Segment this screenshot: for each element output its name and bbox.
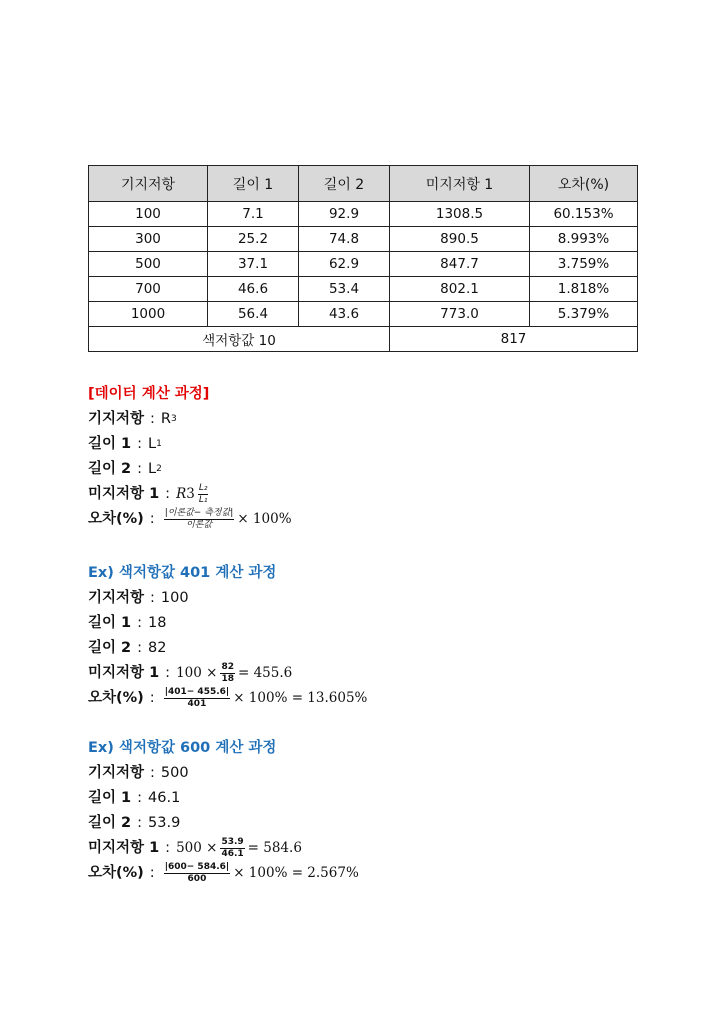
error-result: × 100% = 13.605%: [233, 690, 368, 706]
fraction-denominator: L₁: [198, 495, 208, 505]
table-footer-row: [89, 327, 638, 352]
header-length-1: 길이 1: [208, 166, 299, 202]
len1-sub: 1: [156, 439, 162, 449]
fraction-numerator: |600− 584.6|: [164, 862, 230, 872]
len2-value: 82: [148, 640, 167, 656]
table-cell: 43.6: [299, 302, 390, 327]
table-cell: 300: [89, 227, 208, 252]
fraction-denominator: 이론값: [185, 520, 213, 530]
example-known-line: 기지저항 : 500: [88, 761, 688, 786]
len2-value: 53.9: [148, 815, 181, 831]
error-fraction: [164, 688, 231, 709]
footer-value: 817: [390, 327, 638, 352]
calc-section: [88, 382, 688, 532]
example-known-line: 기지저항 : 100: [88, 586, 688, 611]
table-header-row: [89, 166, 638, 202]
len1-label: 길이 1: [88, 615, 132, 631]
calc-unknown-line: 미지저항 1 : R 3 $\frac{\text{L₂}}{\text{L₁}}$: [88, 483, 208, 505]
table-cell: 62.9: [299, 252, 390, 277]
fraction-denominator: 600: [187, 874, 207, 884]
table-cell: 60.153%: [530, 202, 638, 227]
table-cell: 802.1: [390, 277, 530, 302]
len2-value: L: [148, 461, 157, 477]
example-unknown-line: 미지저항 1 : 500 × $\frac{53.9}{46.1}$ = 584.6: [88, 837, 302, 859]
example-title: Ex) 색저항값 401 계산 과정: [88, 565, 277, 581]
unknown-label: 미지저항 1: [88, 486, 160, 502]
known-value: R: [160, 411, 171, 427]
example-len2-line: 길이 2 : 53.9: [88, 811, 688, 836]
table-cell: 1000: [89, 302, 208, 327]
table-cell: 773.0: [390, 302, 530, 327]
len1-value: L: [148, 436, 157, 452]
header-length-2: 길이 2: [299, 166, 390, 202]
resistance-table: [88, 165, 638, 352]
table-cell: 3.759%: [530, 252, 638, 277]
unknown-result: = 584.6: [247, 840, 302, 856]
example-unknown-line: 미지저항 1 : 100 × $\frac{82}{18}$ = 455.6: [88, 662, 293, 684]
table-cell: 100: [89, 202, 208, 227]
error-label: 오차(%): [88, 865, 144, 881]
calc-len1-line: 길이 1 : L 1: [88, 432, 688, 457]
error-fraction: [164, 863, 231, 884]
known-label: 기지저항: [88, 765, 145, 781]
len2-label: 길이 2: [88, 640, 132, 656]
header-error: 오차(%): [530, 166, 638, 202]
error-fraction: [164, 509, 235, 530]
fraction-denominator: 401: [187, 699, 207, 709]
fraction-numerator: |401− 455.6|: [164, 687, 230, 697]
example-600-section: [88, 736, 688, 886]
table-cell: 1308.5: [390, 202, 530, 227]
table-cell: 1.818%: [530, 277, 638, 302]
fraction-numerator: |이론값− 측정값|: [164, 508, 234, 518]
table-cell: 890.5: [390, 227, 530, 252]
table-cell: 56.4: [208, 302, 299, 327]
example-len2-line: 길이 2 : 82: [88, 636, 688, 661]
fraction-numerator: 53.9: [221, 837, 244, 847]
header-unknown-resistance: 미지저항 1: [390, 166, 530, 202]
example-title: Ex) 색저항값 600 계산 과정: [88, 740, 277, 756]
unknown-label: 미지저항 1: [88, 840, 160, 856]
table-cell: 700: [89, 277, 208, 302]
known-label: 기지저항: [88, 590, 145, 606]
unknown-prefix: 100 ×: [176, 665, 218, 681]
error-label: 오차(%): [88, 690, 144, 706]
footer-label: 색저항값 10: [89, 327, 390, 352]
calc-title: [데이터 계산 과정]: [88, 386, 210, 402]
unknown-prefix: R: [176, 486, 187, 502]
known-sub: 3: [171, 414, 177, 424]
len1-label: 길이 1: [88, 790, 132, 806]
error-result: × 100% = 2.567%: [233, 865, 359, 881]
fraction-numerator: 82: [221, 662, 234, 672]
known-value: 100: [160, 590, 189, 606]
fraction-numerator: L₂: [198, 483, 208, 493]
calc-len2-line: 길이 2 : L 2: [88, 457, 688, 482]
table-row: [89, 202, 638, 227]
unknown-label: 미지저항 1: [88, 665, 160, 681]
unknown-prefix: 500 ×: [176, 840, 218, 856]
table-row: [89, 277, 638, 302]
table-row: [89, 302, 638, 327]
table-cell: 7.1: [208, 202, 299, 227]
table-cell: 37.1: [208, 252, 299, 277]
unknown-fraction: [220, 838, 244, 859]
table-cell: 92.9: [299, 202, 390, 227]
table-cell: 25.2: [208, 227, 299, 252]
len2-label: 길이 2: [88, 461, 132, 477]
table-row: [89, 252, 638, 277]
known-value: 500: [160, 765, 189, 781]
example-401-section: [88, 561, 688, 711]
table-cell: 53.4: [299, 277, 390, 302]
len2-label: 길이 2: [88, 815, 132, 831]
header-known-resistance: 기지저항: [89, 166, 208, 202]
unknown-result: = 455.6: [237, 665, 293, 681]
unknown-fraction: [220, 663, 235, 684]
fraction-denominator: 18: [221, 674, 234, 684]
table-cell: 5.379%: [530, 302, 638, 327]
len2-sub: 2: [156, 464, 162, 474]
unknown-fraction: [198, 484, 209, 505]
calc-error-line: 오차(%) : $\frac{\text{|이론값− 측정값|}}{\text{이론값}}$ × 100%: [88, 508, 292, 530]
table-cell: 500: [89, 252, 208, 277]
len1-value: 18: [148, 615, 167, 631]
example-error-line: 오차(%) : $\frac{|401- 455.6|}{401}$ × 100% = 13.605%: [88, 687, 368, 709]
table-cell: 847.7: [390, 252, 530, 277]
table-row: [89, 227, 638, 252]
fraction-denominator: 46.1: [221, 849, 244, 859]
example-len1-line: 길이 1 : 18: [88, 611, 688, 636]
len1-label: 길이 1: [88, 436, 132, 452]
error-suffix: × 100%: [237, 511, 292, 527]
calc-known-line: 기지저항 : R 3: [88, 407, 688, 432]
table-cell: 74.8: [299, 227, 390, 252]
known-label: 기지저항: [88, 411, 145, 427]
unknown-prefix-sub: 3: [186, 486, 195, 502]
table-cell: 46.6: [208, 277, 299, 302]
error-label: 오차(%): [88, 511, 144, 527]
len1-value: 46.1: [148, 790, 181, 806]
table-cell: 8.993%: [530, 227, 638, 252]
example-len1-line: 길이 1 : 46.1: [88, 786, 688, 811]
example-error-line: 오차(%) : $\frac{|600- 584.6|}{600}$ × 100% = 2.567%: [88, 862, 359, 884]
